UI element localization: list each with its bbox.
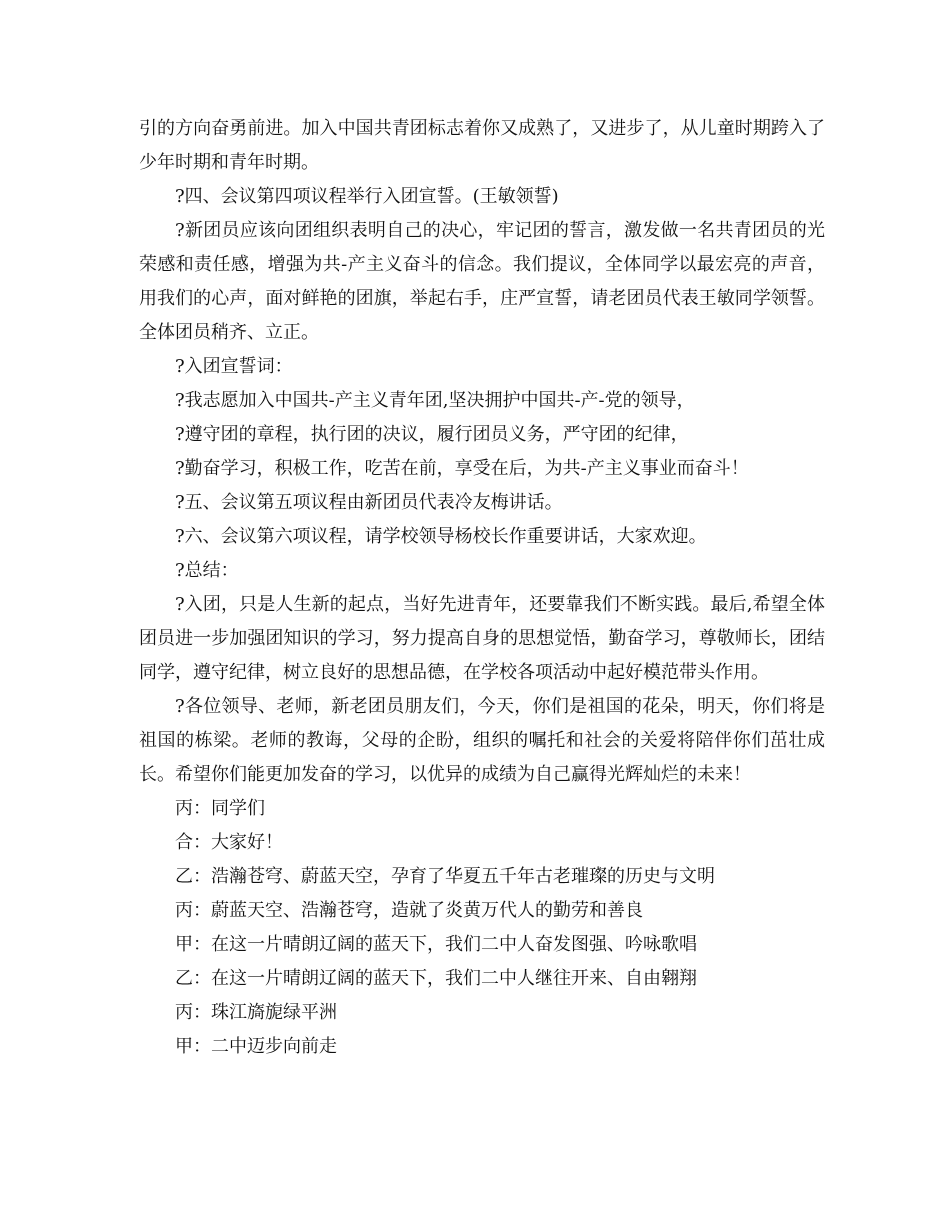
paragraph-agenda-item-4: ?四、会议第四项议程举行入团宣誓。(王敏领誓) <box>175 186 559 207</box>
dialogue-line: 丙：珠江旖旎绿平洲 <box>175 1002 337 1023</box>
paragraph-summary-body: ?入团，只是人生新的起点，当好先进青年，还要靠我们不断实践。最后,希望全体团员进一步加强团知识的学习，努力提高自身的思想觉悟，勤奋学习，尊敬师长，团结同学，遵守纪律，树立良好的思想品德，在学校各项活动中起好模范带头作用。 <box>139 594 825 683</box>
dialogue-line: 甲：二中迈步向前走 <box>175 1036 337 1057</box>
dialogue-line: 乙：在这一片晴朗辽阔的蓝天下，我们二中人继往开来、自由翱翔 <box>175 968 697 989</box>
paragraph-summary-heading: ?总结： <box>175 560 239 581</box>
dialogue-line: 丙：蔚蓝天空、浩瀚苍穹，造就了炎黄万代人的勤劳和善良 <box>175 900 643 921</box>
paragraph-oath-line-3: ?勤奋学习，积极工作，吃苦在前，享受在后，为共-产主义事业而奋斗！ <box>175 458 749 479</box>
paragraph-oath-line-2: ?遵守团的章程，执行团的决议，履行团员义务，严守团的纪律， <box>175 424 689 445</box>
document-body <box>139 112 825 1064</box>
paragraph-oath-intro: ?新团员应该向团组织表明自己的决心，牢记团的誓言，激发做一名共青团员的光荣感和责任感，增强为共-产主义奋斗的信念。我们提议，全体同学以最宏亮的声音，用我们的心声，面对鲜艳的团旗，举起右手，庄严宣誓，请老团员代表王敏同学领誓。全体团员稍齐、立正。 <box>139 220 825 343</box>
dialogue-line: 丙：同学们 <box>175 798 265 819</box>
paragraph-oath-line-1: ?我志愿加入中国共-产主义青年团,坚决拥护中国共-产-党的领导， <box>175 390 695 411</box>
dialogue-line: 合：大家好！ <box>175 832 283 853</box>
dialogue-line: 乙：浩瀚苍穹、蔚蓝天空，孕育了华夏五千年古老璀璨的历史与文明 <box>175 866 715 887</box>
paragraph-closing-remarks: ?各位领导、老师，新老团员朋友们，今天，你们是祖国的花朵，明天，你们将是祖国的栋梁。老师的教诲，父母的企盼，组织的嘱托和社会的关爱将陪伴你们茁壮成长。希望你们能更加发奋的学习，以优异的成绩为自己赢得光辉灿烂的未来！ <box>139 696 825 785</box>
paragraph-continuation: 引的方向奋勇前进。加入中国共青团标志着你又成熟了，又进步了，从儿童时期跨入了少年时期和青年时期。 <box>139 118 825 173</box>
paragraph-agenda-item-6: ?六、会议第六项议程，请学校领导杨校长作重要讲话，大家欢迎。 <box>175 526 707 547</box>
paragraph-oath-heading: ?入团宣誓词： <box>175 356 293 377</box>
paragraph-agenda-item-5: ?五、会议第五项议程由新团员代表冷友梅讲话。 <box>175 492 563 513</box>
dialogue-line: 甲：在这一片晴朗辽阔的蓝天下，我们二中人奋发图强、吟咏歌唱 <box>175 934 697 955</box>
